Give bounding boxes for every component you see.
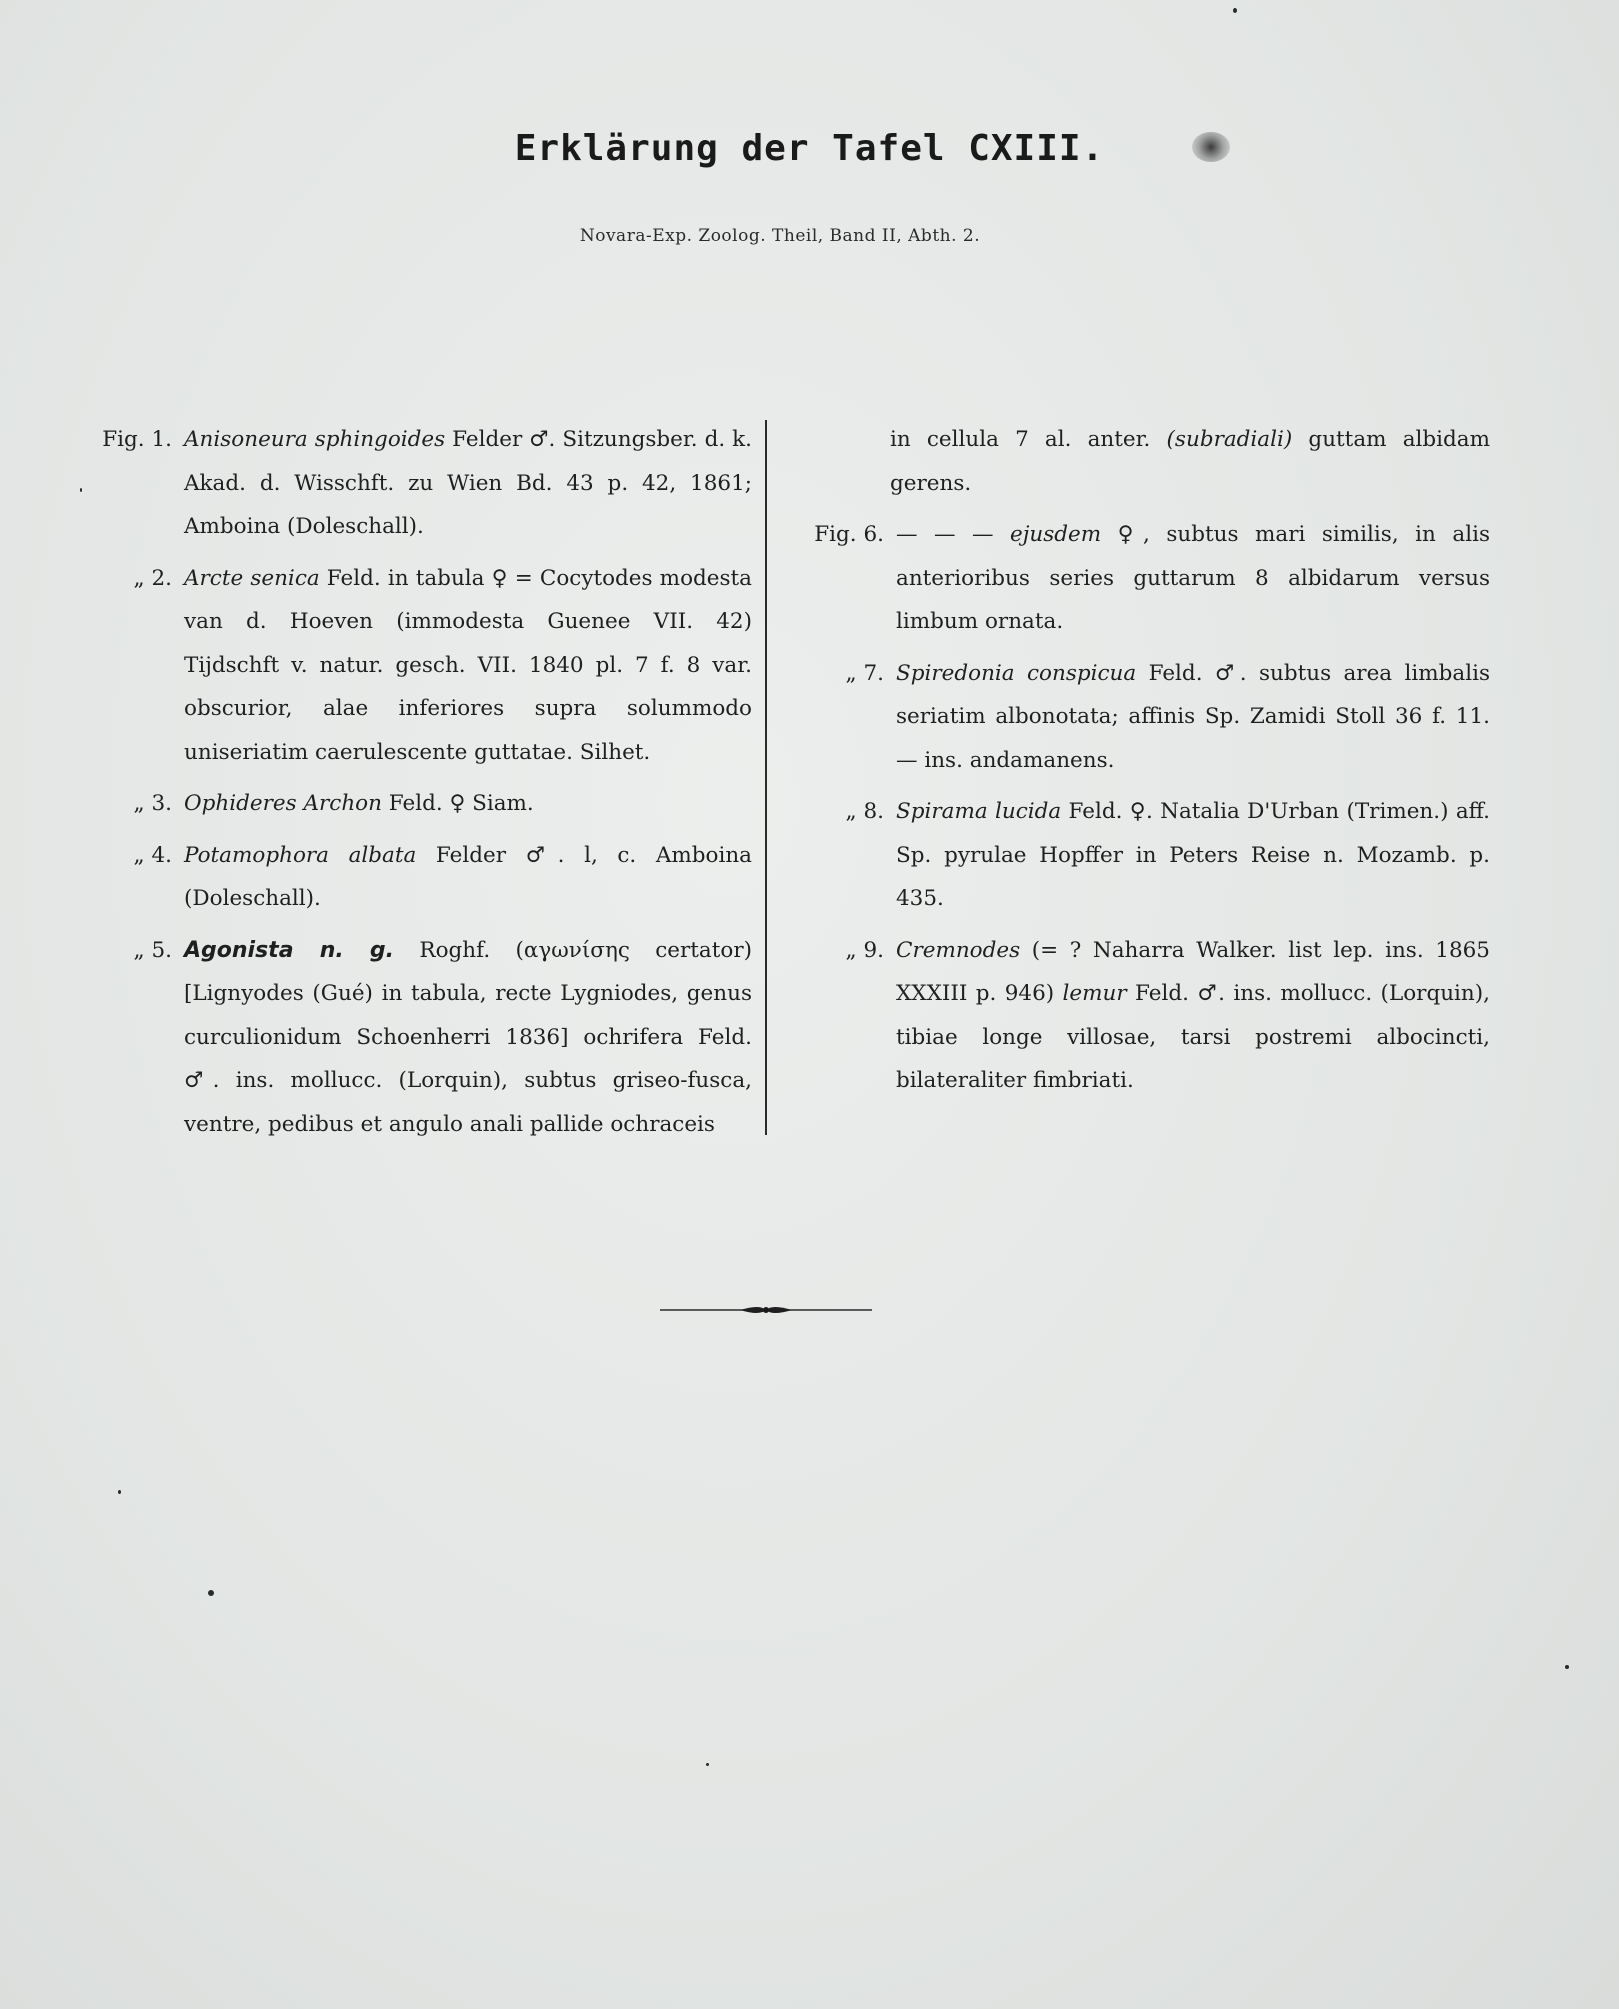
description: Feld. ♀. Natalia D'Urban (Trimen.) aff. Sp. pyrulae Hopffer in Peters Reise n. Mozamb. p. 435.	[896, 799, 1490, 911]
species-name: Ophideres Archon	[184, 791, 382, 816]
description: Feld. ♀ Siam.	[381, 791, 534, 816]
continuation-italic: (subradiali)	[1150, 427, 1293, 452]
figure-marker: „ 5.	[133, 937, 172, 963]
figure-entry-5	[84, 929, 752, 1147]
description: (= ? Naharra Walker. list lep. ins. 1865 XXXIII p. 946)	[896, 937, 1490, 1006]
figure-entry-2	[84, 557, 752, 775]
figure-entry-9	[790, 929, 1490, 1103]
page-title: Erklärung der Tafel CXIII.	[514, 128, 1105, 169]
entry-text	[184, 834, 752, 921]
continuation-end: guttam albidam gerens.	[890, 427, 1490, 496]
figure-marker: „ 4.	[133, 842, 172, 868]
species-name: Spirama lucida	[896, 799, 1062, 824]
figure-marker: „ 2.	[133, 565, 172, 591]
entry-text	[184, 557, 752, 775]
entry-text	[184, 418, 752, 549]
figure-marker: „ 3.	[133, 791, 172, 816]
figure-marker: Fig. 1.	[102, 427, 172, 452]
figure-entry-3	[84, 782, 752, 826]
figure-marker: Fig. 6.	[814, 522, 884, 547]
description: Felder ♂. Sitzungsber. d. k. Akad. d. Wisschft. zu Wien Bd. 43 p. 42, 1861; Amboina (Doleschall).	[184, 427, 752, 539]
figure-marker: „ 8.	[845, 799, 884, 824]
entry-text	[896, 513, 1490, 644]
dust-speck	[118, 1490, 121, 1494]
continuation-text: in cellula 7 al. anter.	[890, 427, 1151, 452]
species-name-secondary: lemur	[1062, 981, 1127, 1006]
ornament-divider	[660, 1300, 872, 1320]
species-name: Anisoneura sphingoides	[184, 427, 446, 452]
entry-text	[184, 782, 752, 826]
entry-text	[896, 652, 1490, 783]
figure-entry-7	[790, 652, 1490, 783]
dust-speck	[80, 488, 82, 492]
figure-entry-1	[84, 418, 752, 549]
entry-text	[896, 929, 1490, 1103]
description: Feld. ♂. subtus area limbalis seriatim albonotata; affinis Sp. Zamidi Stoll 36 f. 11. — ins. andamanens.	[896, 660, 1490, 773]
dust-speck	[208, 1590, 214, 1596]
dust-speck	[1233, 8, 1237, 13]
entry-text	[896, 790, 1490, 921]
description: Roghf. (αγωνίσης certator) [Lignyodes (Gué) in tabula, recte Lygniodes, genus curculionidum Schoenherri 1836] ochrifera Feld. ♂. ins. mollucc. (Lorquin), subtus griseo-fusca, ventre, pedibus et angulo anali pallide ochraceis	[184, 937, 752, 1137]
description-secondary: Feld. ♂. ins. mollucc. (Lorquin), tibiae longe villosae, tarsi postremi albocincti, bilateraliter fimbriati.	[896, 981, 1491, 1093]
genus-name: Agonista n. g.	[184, 937, 395, 963]
left-column	[84, 418, 752, 1154]
column-divider	[765, 420, 767, 1135]
dust-speck	[706, 1763, 709, 1766]
right-column	[790, 418, 1490, 1111]
dash-prefix: — — —	[896, 522, 1010, 547]
page-subtitle: Novara-Exp. Zoolog. Theil, Band II, Abth. 2.	[579, 226, 981, 246]
entry-text	[184, 929, 752, 1147]
description: ♀, subtus mari similis, in alis anterioribus series guttarum 8 albidarum versus limbum ornata.	[896, 522, 1490, 634]
figure-entry-4	[84, 834, 752, 921]
figure-entry-8	[790, 790, 1490, 921]
species-name: Spiredonia conspicua	[896, 660, 1137, 686]
figure-marker: „ 7.	[845, 660, 884, 686]
figure-entry-6	[790, 513, 1490, 644]
figure-marker: „ 9.	[845, 937, 884, 963]
species-name: Arcte senica	[184, 565, 320, 591]
species-name: ejusdem	[1010, 522, 1102, 547]
species-name: Cremnodes	[896, 937, 1021, 963]
description: Felder ♂. l, c. Amboina (Doleschall).	[184, 842, 752, 911]
dust-speck	[1565, 1665, 1569, 1669]
entry-5-continuation	[790, 418, 1490, 505]
species-name: Potamophora albata	[184, 842, 417, 868]
description: Feld. in tabula ♀ = Cocytodes modesta van d. Hoeven (immodesta Guenee VII. 42) Tijdschft v. natur. gesch. VII. 1840 pl. 7 f. 8 var. obscurior, alae inferiores supra solummodo uniseriatim caerulescente guttatae. Silhet.	[184, 565, 752, 765]
